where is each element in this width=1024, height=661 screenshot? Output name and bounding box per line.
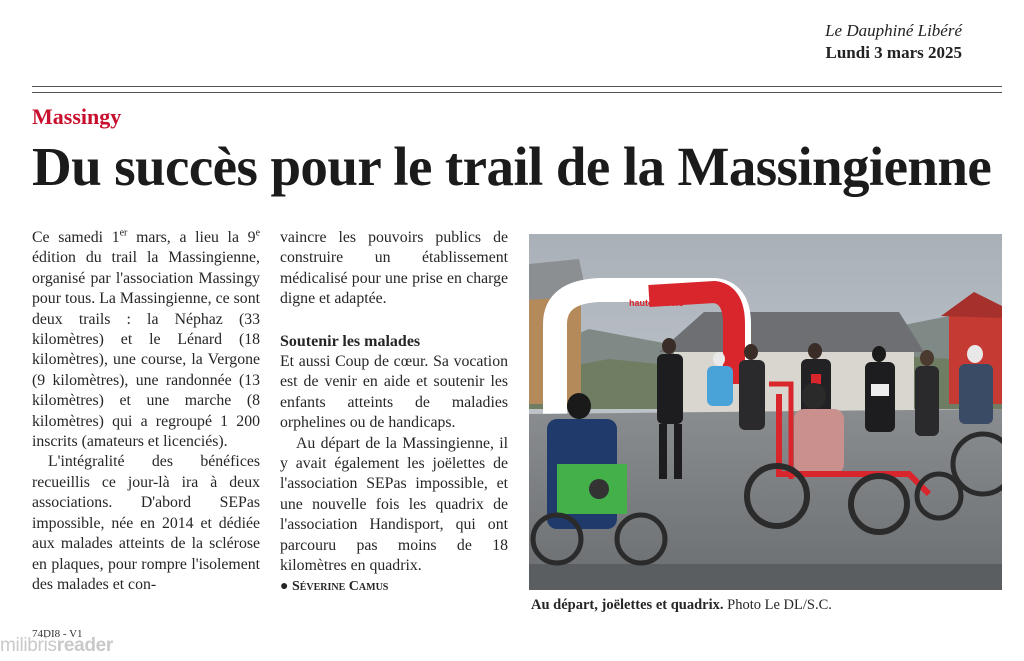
author-byline: ● Séverine Camus xyxy=(280,578,389,594)
paragraph: vaincre les pouvoirs publics de construire un établissement médicalisé pour une prise en charge digne et adaptée. xyxy=(280,229,508,308)
caption-text: Au départ, joëlettes et quadrix. xyxy=(531,597,724,613)
paragraph: L'intégralité des bénéfices recueillis ce jour-là ira à deux associations. D'abord SEPas impossible, née en 2014 et dédiée aux malades atteints de la sclérose en plaques, pour rompre l'isolement des malades et con- xyxy=(32,453,260,593)
article-headline: Du succès pour le trail de la Massingienne xyxy=(32,136,992,197)
publication-date: Lundi 3 mars 2025 xyxy=(825,43,962,62)
header-rule-top xyxy=(32,86,1002,87)
page-folio: 74DI8 - V1 xyxy=(32,628,83,640)
article-column-1 xyxy=(32,228,260,595)
photo-caption xyxy=(531,597,832,614)
header-rule-bottom xyxy=(32,92,1002,93)
paragraph: Et aussi Coup de cœur. Sa vocation est de venir en aide et soutenir les enfants atteints de maladies orphelines ou de handicaps. xyxy=(280,353,508,432)
article-photo xyxy=(529,234,1002,590)
paragraph: Au départ de la Massingienne, il y avait également les joëlettes de l'association SEPas impossible, et une nouvelle fois les quadrix de l'association Handisport, qui ont parcouru pas moins de 18 kilomètres en quadrix. xyxy=(280,434,508,575)
race-start-photo-illustration xyxy=(529,234,1002,590)
arch-logo-text: haute savoie xyxy=(629,298,684,308)
photo-credit: Photo Le DL/S.C. xyxy=(723,597,832,613)
milibris-reader-watermark: milibrisreader xyxy=(0,635,114,656)
article-subheading: Soutenir les malades xyxy=(280,332,421,350)
newspaper-name: Le Dauphiné Libéré xyxy=(825,21,962,40)
section-kicker: Massingy xyxy=(32,104,122,129)
article-column-2 xyxy=(280,228,508,597)
masthead xyxy=(825,20,962,64)
paragraph: Ce samedi 1er mars, a lieu la 9e édition du trail la Massingienne, organisé par l'association Massingy pour tous. La Massingienne, ce sont deux trails : la Néphaz (33 kilomètres) et le Lénard (18 kilomètres), une course, la Vergone (9 kilomètres), une randonnée (13 kilomètres) et une marche (8 kilomètres) qui a regroupé 1 200 inscrits (amateurs et licenciés). xyxy=(32,227,261,451)
